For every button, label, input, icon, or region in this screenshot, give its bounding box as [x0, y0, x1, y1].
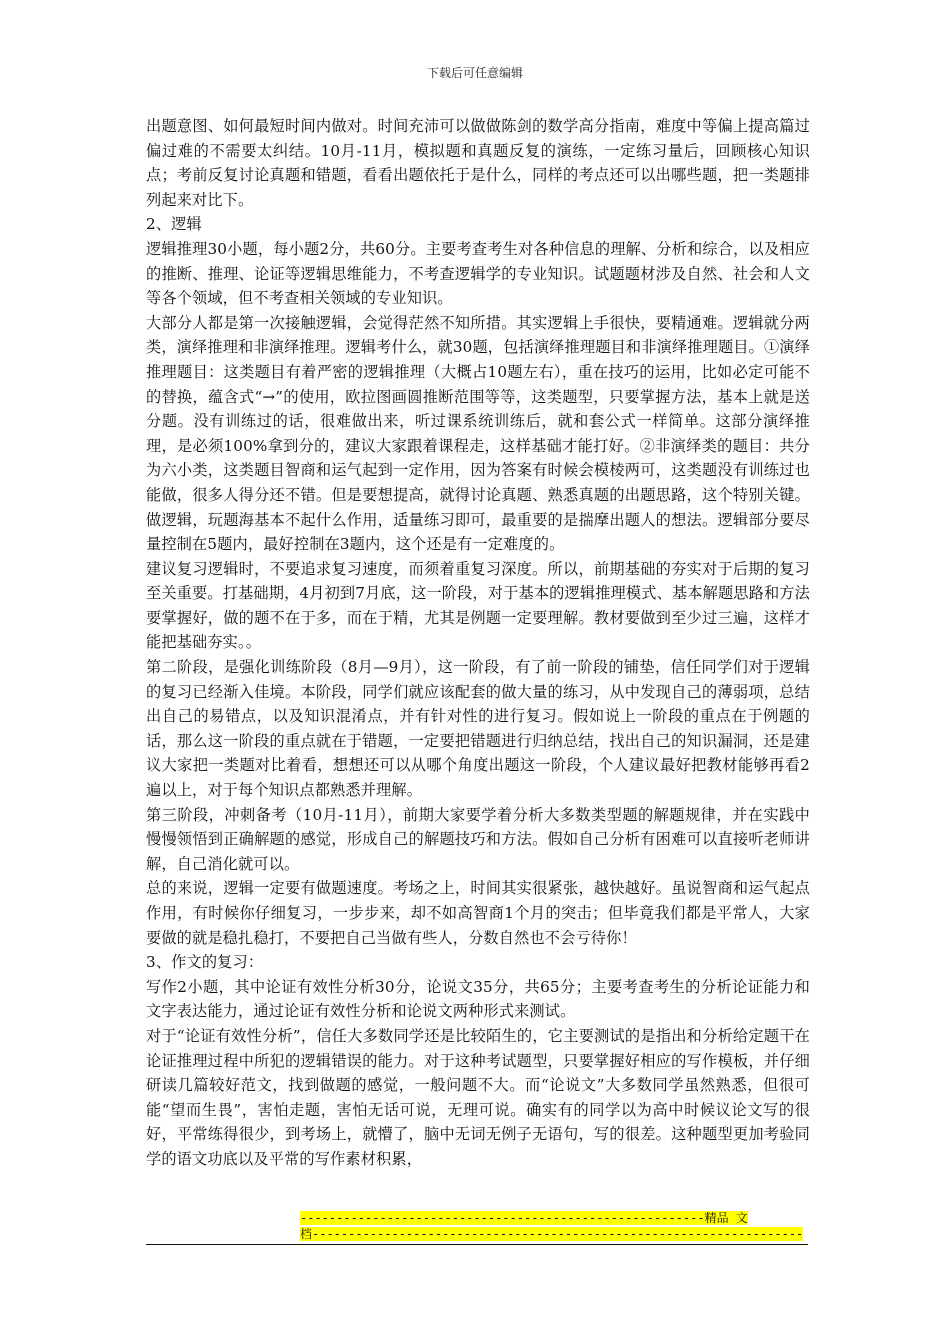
footer-rule	[146, 1244, 808, 1245]
document-body	[146, 114, 810, 1172]
paragraph: 建议复习逻辑时，不要追求复习速度，而须着重复习深度。所以，前期基础的夯实对于后期的复习至关重要。打基础期，4月初到7月底，这一阶段，对于基本的逻辑推理模式、基本解题思路和方法要掌握好，做的题不在于多，而在于精，尤其是例题一定要理解。教材要做到至少过三遍，这样才能把基础夯实。。	[146, 559, 810, 652]
paragraph: 逻辑推理30小题，每小题2分，共60分。主要考查考生对各种信息的理解、分析和综合，以及相应的推断、推理、论证等逻辑思维能力，不考查逻辑学的专业知识。试题题材涉及自然、社会和人文等各个领域，但不考查相关领域的专业知识。	[146, 239, 810, 308]
section-heading-writing: 3、作文的复习：	[146, 953, 264, 972]
footer-banner-line-2: 档--------------------------------------------------------------------	[300, 1227, 804, 1241]
paragraph: 写作2小题，其中论证有效性分析30分，论说文35分，共65分；主要考查考生的分析论证能力和文字表达能力，通过论证有效性分析和论说文两种形式来测试。	[146, 977, 810, 1021]
paragraph: 大部分人都是第一次接触逻辑，会觉得茫然不知所措。其实逻辑上手很快，要精通难。逻辑就分两类，演绎推理和非演绎推理。逻辑考什么，就30题，包括演绎推理题目和非演绎推理题目。①演绎推理题目：这类题目有着严密的逻辑推理（大概占10题左右），重在技巧的运用，比如必定可能不的替换，蕴含式“→”的使用，欧拉图画圆推断范围等等，这类题型，只要掌握方法，基本上就是送分题。没有训练过的话，很难做出来，听过课系统训练后，就和套公式一样简单。这部分演绎推理，是必须100%拿到分的，建议大家跟着课程走，这样基础才能打好。②非演绎类的题目：共分为六小类，这类题目智商和运气起到一定作用，因为答案有时候会模棱两可，这类题没有训练过也能做，很多人得分还不错。但是要想提高，就得讨论真题、熟悉真题的出题思路，这个特别关键。做逻辑，玩题海基本不起什么作用，适量练习即可，最重要的是揣摩出题人的想法。逻辑部分要尽量控制在5题内，最好控制在3题内，这个还是有一定难度的。	[146, 313, 810, 554]
page-footer	[146, 1210, 810, 1245]
paragraph: 出题意图、如何最短时间内做对。时间充沛可以做做陈剑的数学高分指南，难度中等偏上提高篇过偏过难的不需要太纠结。10月-11月，模拟题和真题反复的演练，一定练习量后，回顾核心知识点；考前反复讨论真题和错题，看看出题依托于是什么，同样的考点还可以出哪些题，把一类题排列起来对比下。	[146, 117, 810, 209]
section-heading-logic: 2、逻辑	[146, 215, 202, 234]
page-header: 下载后可任意编辑	[426, 66, 523, 80]
paragraph: 对于“论证有效性分析”，信任大多数同学还是比较陌生的，它主要测试的是指出和分析给定题干在论证推理过程中所犯的逻辑错误的能力。对于这种考试题型，只要掌握好相应的写作模板，并仔细研读几篇较好范文，找到做题的感觉，一般问题不大。而“论说文”大多数同学虽然熟悉，但很可能“望而生畏”，害怕走题，害怕无话可说，无理可说。确实有的同学以为高中时候议论文写的很好，平常练得很少，到考场上，就懵了，脑中无词无例子无语句，写的很差。这种题型更加考验同学的语文功底以及平常的写作素材积累，	[146, 1026, 810, 1168]
paragraph: 第三阶段，冲刺备考（10月-11月），前期大家要学着分析大多数类型题的解题规律，并在实践中慢慢领悟到正确解题的感觉，形成自己的解题技巧和方法。假如自己分析有困难可以直接听老师讲解，自己消化就可以。	[146, 805, 810, 873]
paragraph: 第二阶段，是强化训练阶段（8月—9月），这一阶段，有了前一阶段的铺垫，信任同学们对于逻辑的复习已经渐入佳境。本阶段，同学们就应该配套的做大量的练习，从中发现自己的薄弱项，总结出自己的易错点，以及知识混淆点，并有针对性的进行复习。假如说上一阶段的重点在于例题的话，那么这一阶段的重点就在于错题，一定要把错题进行归纳总结，找出自己的知识漏洞，还是建议大家把一类题对比着看，想想还可以从哪个角度出题这一阶段，个人建议最好把教材能够再看2遍以上，对于每个知识点都熟悉并理解。	[146, 658, 810, 800]
footer-banner-line-1: --------------------------------------------------------精品 文	[300, 1211, 748, 1225]
paragraph: 总的来说，逻辑一定要有做题速度。考场之上，时间其实很紧张，越快越好。虽说智商和运气起点作用，有时候你仔细复习，一步步来，却不如高智商1个月的突击；但毕竟我们都是平常人，大家要做的就是稳扎稳打，不要把自己当做有些人，分数自然也不会亏待你！	[146, 879, 810, 947]
